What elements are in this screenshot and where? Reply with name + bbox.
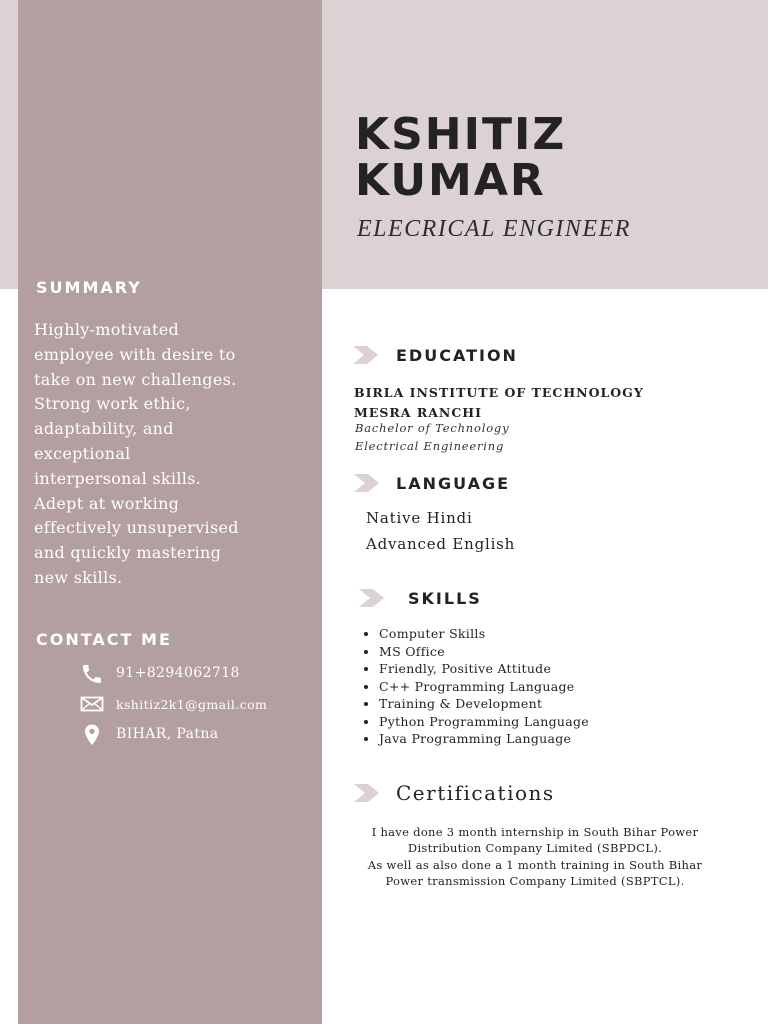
summary-line: effectively unsupervised <box>34 518 239 538</box>
summary-line: Highly-motivated <box>34 320 180 339</box>
location-pin-icon <box>80 723 104 747</box>
contact-heading: CONTACT ME <box>36 630 172 649</box>
language-item: Native Hindi <box>366 509 473 527</box>
skills-heading-label: SKILLS <box>408 588 482 608</box>
skill-item: • Computer Skills <box>379 625 589 643</box>
summary-heading: SUMMARY <box>36 278 142 297</box>
certification-line: I have done 3 month internship in South Bihar Power <box>371 825 699 839</box>
summary-line: Adept at working <box>34 493 180 513</box>
certification-line: As well as also done a 1 month training in South Bihar <box>367 858 703 872</box>
certification-line: Power transmission Company Limited (SBPTCL). <box>385 874 685 888</box>
education-institution <box>354 383 644 423</box>
name-line-2: KUMAR <box>355 155 546 206</box>
certifications-heading <box>354 781 555 805</box>
education-heading <box>353 344 518 366</box>
chevron-icon <box>359 587 385 609</box>
summary-line: and quickly mastering <box>34 543 222 563</box>
summary-text <box>34 318 270 591</box>
skill-item: • C++ Programming Language <box>379 678 589 696</box>
skill-item: • Python Programming Language <box>379 713 589 731</box>
chevron-icon <box>354 782 380 804</box>
skills-list <box>362 625 589 748</box>
summary-line: Strong work ethic, <box>34 394 191 414</box>
mail-icon <box>80 692 104 716</box>
education-heading-label: EDUCATION <box>396 345 518 365</box>
skill-item: • MS Office <box>379 643 589 661</box>
institution-line-1: BIRLA INSTITUTE OF TECHNOLOGY <box>354 385 644 400</box>
language-heading-label: LANGUAGE <box>396 473 511 493</box>
education-degree: Bachelor of Technology <box>355 421 510 435</box>
summary-line: take on new challenges. <box>34 369 237 389</box>
language-item: Advanced English <box>366 535 516 553</box>
job-title: ELECRICAL ENGINEER <box>357 216 631 242</box>
summary-line: adaptability, and <box>34 419 174 439</box>
chevron-icon <box>353 344 379 366</box>
skills-heading <box>359 587 482 609</box>
skill-item: • Training & Development <box>379 695 589 713</box>
institution-line-2: MESRA RANCHI <box>354 405 482 420</box>
summary-line: interpersonal skills. <box>34 468 202 488</box>
language-heading <box>354 472 510 494</box>
phone-number[interactable]: 91+8294062718 <box>116 665 240 681</box>
person-name <box>355 109 567 206</box>
skill-item: • Friendly, Positive Attitude <box>379 660 589 678</box>
name-line-1: KSHITIZ <box>355 109 567 160</box>
phone-icon <box>80 662 104 686</box>
summary-line: employee with desire to <box>34 344 236 364</box>
email-address[interactable]: kshitiz2k1@gmail.com <box>116 697 268 712</box>
summary-line: new skills. <box>34 567 123 587</box>
skill-item: • Java Programming Language <box>379 730 589 748</box>
chevron-icon <box>354 472 380 494</box>
location-text: BIHAR, Patna <box>116 726 219 742</box>
certification-line: Distribution Company Limited (SBPDCL). <box>407 841 663 855</box>
education-field: Electrical Engineering <box>355 439 505 453</box>
summary-line: exceptional <box>34 443 131 463</box>
certifications-heading-label: Certifications <box>396 781 555 805</box>
